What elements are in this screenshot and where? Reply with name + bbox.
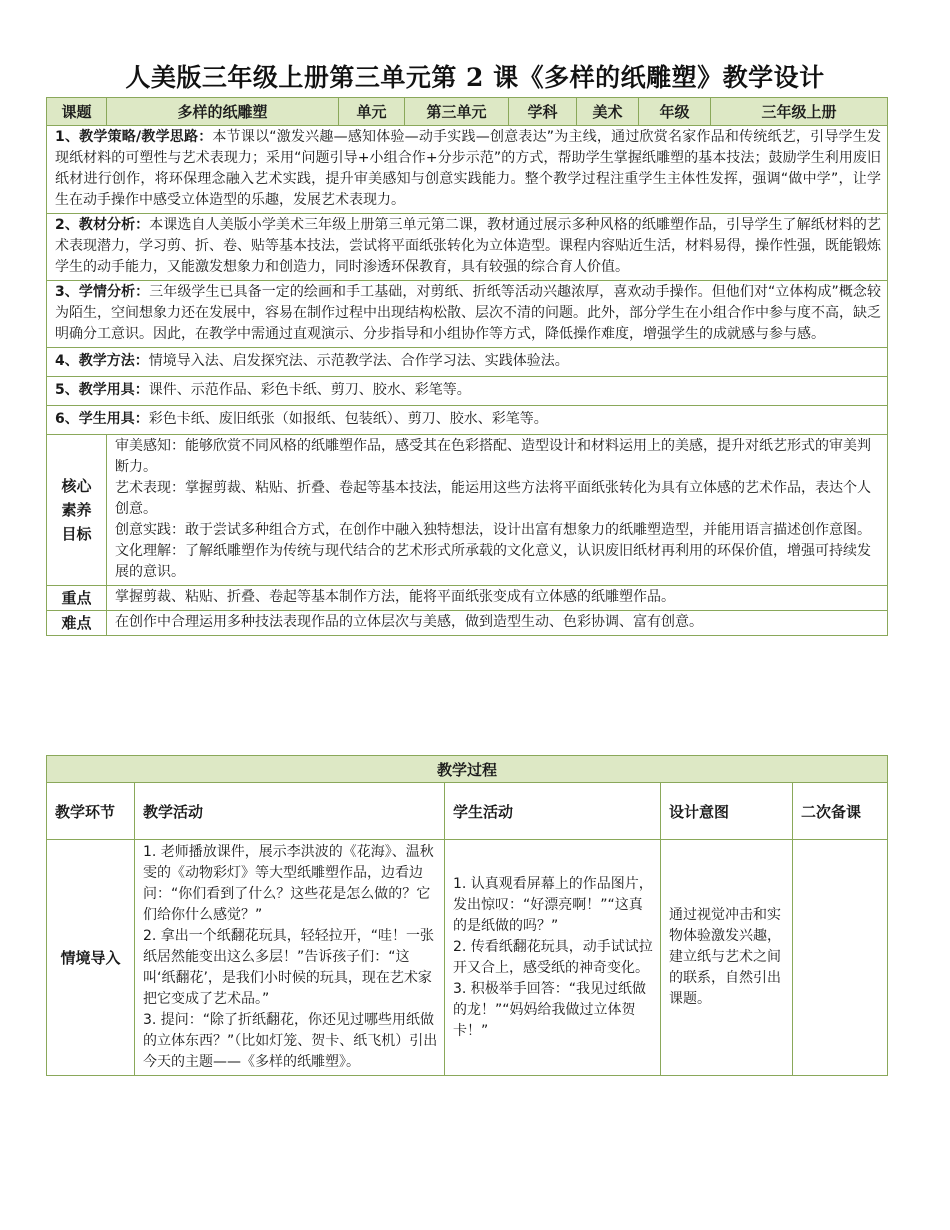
material-cell xyxy=(47,214,888,281)
process-title-row xyxy=(47,756,888,783)
students-text: 三年级学生已具备一定的绘画和手工基础，对剪纸、折纸等活动兴趣浓厚，喜欢动手操作。但他们对“立体构成”概念较为陌生，空间想象力还在发展中，容易在制作过程中出现结构松散、层次不清的问题。此外，部分学生在小组合作中参与度不高，缺乏明确分工意识。因此，在教学中需通过直观演示、分步指导和小组协作等方式，降低操作难度，增强学生的成就感与参与感。 xyxy=(55,284,881,342)
student-tools-row xyxy=(47,406,888,435)
lesson-info-table xyxy=(46,97,888,636)
students-heading: 3、学情分析： xyxy=(55,284,150,300)
goal-expression: 艺术表现：掌握剪裁、粘贴、折叠、卷起等基本技法，能运用这些方法将平面纸张转化为具有立体感的艺术作品，表达个人创意。 xyxy=(115,480,871,517)
teacher-step-3: 3. 提问：“除了折纸翻花，你还见过哪些用纸做的立体东西？”（比如灯笼、贺卡、纸飞机）引出今天的主题——《多样的纸雕塑》。 xyxy=(143,1012,438,1070)
methods-row xyxy=(47,348,888,377)
process-header-row xyxy=(47,783,888,840)
students-row xyxy=(47,281,888,348)
student-step-2: 2. 传看纸翻花玩具，动手试试拉开又合上，感受纸的神奇变化。 xyxy=(453,938,653,976)
students-cell xyxy=(47,281,888,348)
student-tools-heading: 6、学生用具： xyxy=(55,411,149,427)
difficulty-text: 在创作中合理运用多种技法表现作品的立体层次与美感，做到造型生动、色彩协调、富有创意。 xyxy=(107,611,888,636)
teacher-activity xyxy=(135,840,445,1076)
process-title: 教学过程 xyxy=(47,756,888,783)
goals-cell xyxy=(107,435,888,586)
student-step-3: 3. 积极举手回答：“我见过纸做的龙！”“妈妈给我做过立体贺卡！” xyxy=(453,980,647,1039)
teacher-step-2: 2. 拿出一个纸翻花玩具，轻轻拉开，“哇！一张纸居然能变出这么多层！”告诉孩子们：“这叫‘纸翻花’，是我们小时候的玩具，现在艺术家把它变成了艺术品。” xyxy=(143,928,435,1007)
methods-cell xyxy=(47,348,888,377)
col-stage: 教学环节 xyxy=(47,783,135,840)
goals-label: 核心素养目标 xyxy=(47,435,107,586)
student-tools-text: 彩色卡纸、废旧纸张（如报纸、包装纸）、剪刀、胶水、彩笔等。 xyxy=(148,411,548,427)
material-row xyxy=(47,214,888,281)
lesson-value: 多样的纸雕塑 xyxy=(107,98,339,126)
strategy-cell xyxy=(47,126,888,214)
teacher-step-1: 1. 老师播放课件，展示李洪波的《花海》、温秋雯的《动物彩灯》等大型纸雕塑作品，边看边问：“你们看到了什么？这些花是怎么做的？它们给你什么感觉？” xyxy=(143,844,434,923)
strategy-row xyxy=(47,126,888,214)
tools-heading: 5、教学用具： xyxy=(55,382,149,398)
key-point-row xyxy=(47,586,888,611)
subject-value: 美术 xyxy=(577,98,639,126)
tools-row xyxy=(47,377,888,406)
student-activity xyxy=(445,840,661,1076)
grade-label: 年级 xyxy=(639,98,711,126)
student-step-1: 1. 认真观看屏幕上的作品图片，发出惊叹：“好漂亮啊！”“这真的是纸做的吗？” xyxy=(453,875,653,934)
strategy-text: 本节课以“激发兴趣—感知体验—动手实践—创意表达”为主线，通过欣赏名家作品和传统纸艺，引导学生发现纸材料的可塑性与艺术表现力；采用“问题引导+小组合作+分步示范”的方式，帮助学生掌握纸雕塑的基本技法；鼓励学生利用废旧纸材进行创作，将环保理念融入艺术实践，提升审美感知与创意实践能力。整个教学过程注重学生主体性发挥，强调“做中学”，让学生在动手操作中感受立体造型的乐趣，发展艺术表现力。 xyxy=(55,129,881,208)
student-tools-cell xyxy=(47,406,888,435)
table-row xyxy=(47,840,888,1076)
stage-name: 情境导入 xyxy=(47,840,135,1076)
col-intent: 设计意图 xyxy=(661,783,793,840)
unit-value: 第三单元 xyxy=(405,98,509,126)
design-intent: 通过视觉冲击和实物体验激发兴趣，建立纸与艺术之间的联系，自然引出课题。 xyxy=(661,840,793,1076)
col-teacher: 教学活动 xyxy=(135,783,445,840)
goals-row xyxy=(47,435,888,586)
material-text: 本课选自人美版小学美术三年级上册第三单元第二课，教材通过展示多种风格的纸雕塑作品，引导学生了解纸材料的艺术表现潜力，学习剪、折、卷、贴等基本技法，尝试将平面纸张转化为立体造型。课程内容贴近生活，材料易得，操作性强，既能锻炼学生的动手能力，又能激发想象力和创造力，同时渗透环保教育，具有较强的综合育人价值。 xyxy=(55,217,881,275)
header-row xyxy=(47,98,888,126)
methods-heading: 4、教学方法： xyxy=(55,353,149,369)
tools-text: 课件、示范作品、彩色卡纸、剪刀、胶水、彩笔等。 xyxy=(148,382,471,398)
difficulty-label: 难点 xyxy=(47,611,107,636)
goal-culture: 文化理解：了解纸雕塑作为传统与现代结合的艺术形式所承载的文化意义，认识废旧纸材再利用的环保价值，增强可持续发展的意识。 xyxy=(115,543,871,580)
key-point-label: 重点 xyxy=(47,586,107,611)
goal-creative: 创意实践：敢于尝试多种组合方式，在创作中融入独特想法，设计出富有想象力的纸雕塑造型，并能用语言描述创作意图。 xyxy=(115,522,871,538)
difficulty-row xyxy=(47,611,888,636)
material-heading: 2、教材分析： xyxy=(55,217,150,233)
subject-label: 学科 xyxy=(509,98,577,126)
goal-aesthetic: 审美感知：能够欣赏不同风格的纸雕塑作品，感受其在色彩搭配、造型设计和材料运用上的美感，提升对纸艺形式的审美判断力。 xyxy=(115,438,871,475)
col-student: 学生活动 xyxy=(445,783,661,840)
lesson-label: 课题 xyxy=(47,98,107,126)
page-title: 人美版三年级上册第三单元第 2 课《多样的纸雕塑》教学设计 xyxy=(125,63,825,92)
grade-value: 三年级上册 xyxy=(711,98,888,126)
unit-label: 单元 xyxy=(339,98,405,126)
key-point-text: 掌握剪裁、粘贴、折叠、卷起等基本制作方法，能将平面纸张变成有立体感的纸雕塑作品。 xyxy=(107,586,888,611)
col-revision: 二次备课 xyxy=(793,783,888,840)
tools-cell xyxy=(47,377,888,406)
process-table xyxy=(46,755,888,1076)
revision-notes xyxy=(793,840,888,1076)
strategy-heading: 1、教学策略/教学思路： xyxy=(55,129,213,145)
methods-text: 情境导入法、启发探究法、示范教学法、合作学习法、实践体验法。 xyxy=(148,353,569,369)
